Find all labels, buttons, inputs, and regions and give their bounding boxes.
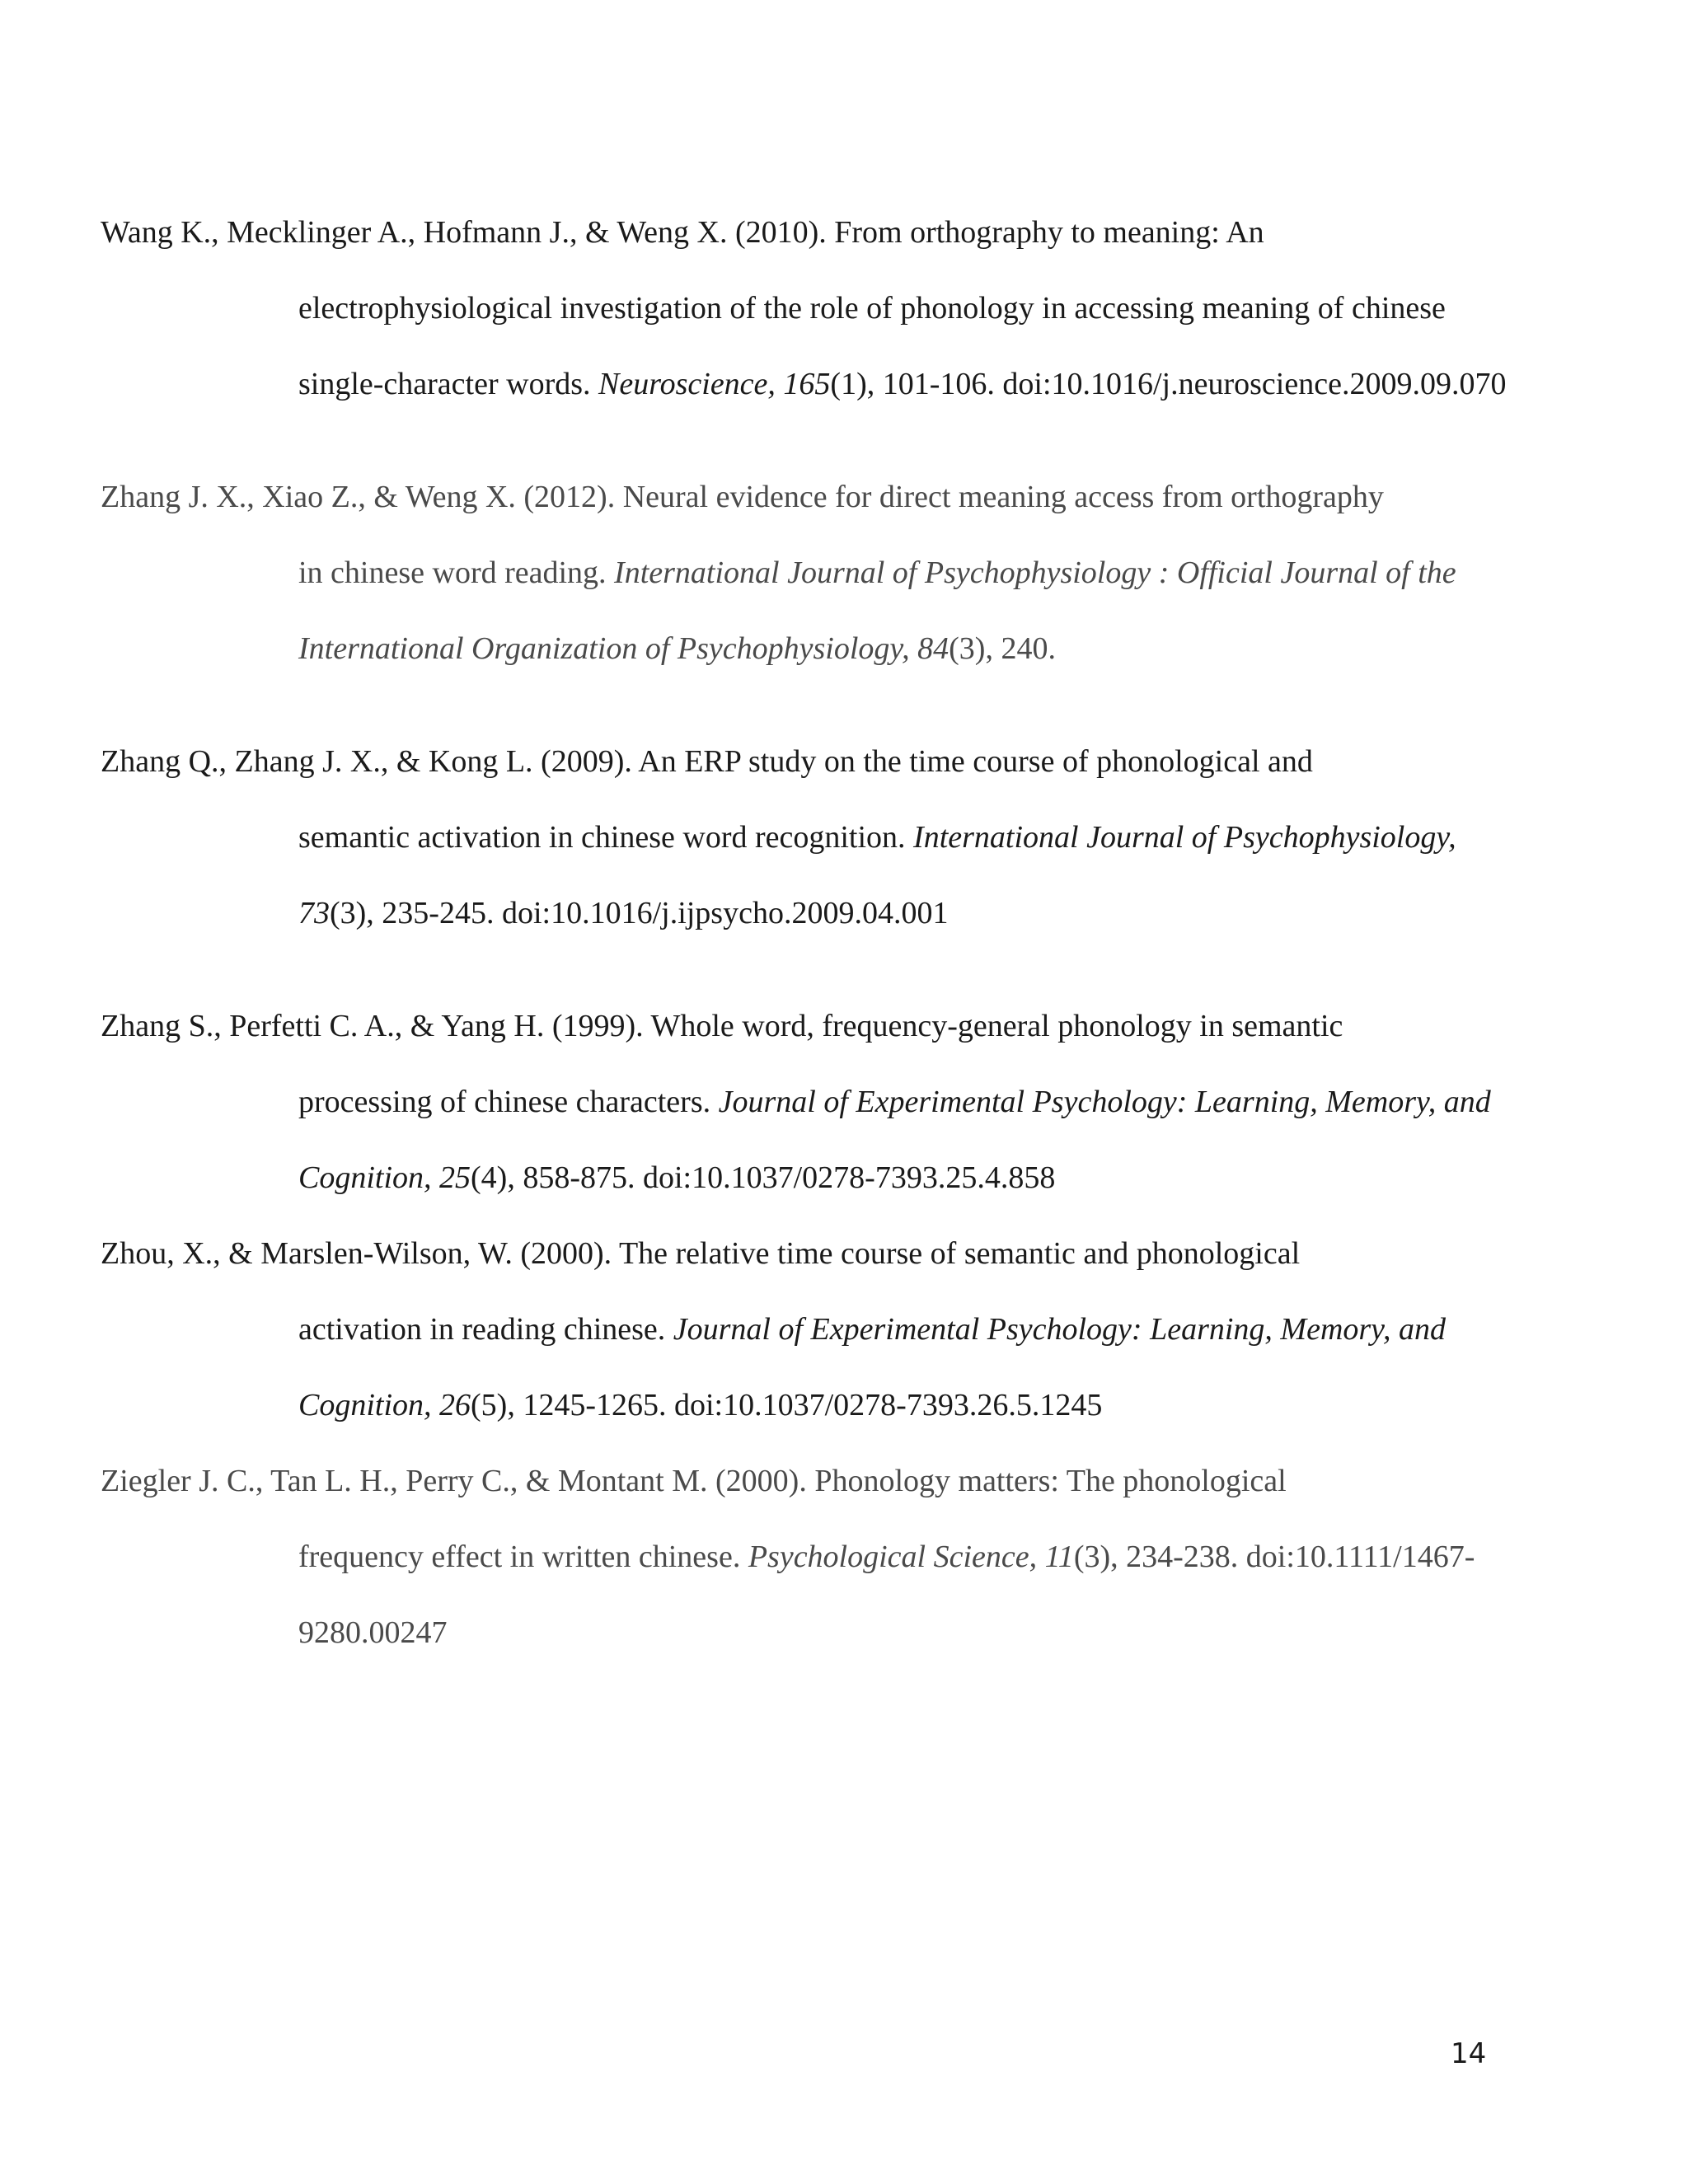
journal-title: International Journal of Psychophysiology : Official Journal of the — [614, 555, 1456, 590]
reference-line — [101, 988, 1502, 1064]
journal-title: Neuroscience, 165 — [598, 367, 831, 401]
reference-text: electrophysiological investigation of the role of phonology in accessing meaning of chinese — [298, 291, 1446, 326]
reference-entry — [101, 1216, 1502, 1443]
journal-title: Journal of Experimental Psychology: Learning, Memory, and — [718, 1085, 1491, 1119]
reference-text: Zhou, X., & Marslen-Wilson, W. (2000). The relative time course of semantic and phonological — [101, 1236, 1301, 1271]
reference-text: (5), 1245-1265. doi:10.1037/0278-7393.26.5.1245 — [471, 1388, 1103, 1422]
reference-line — [199, 1291, 1502, 1367]
reference-entry — [101, 194, 1507, 422]
reference-text: Zhang J. X., Xiao Z., & Weng X. (2012). Neural evidence for direct meaning access from orthography — [101, 480, 1384, 514]
reference-line — [101, 724, 1502, 799]
reference-line — [199, 799, 1502, 875]
reference-entry — [101, 459, 1502, 687]
reference-text: Zhang S., Perfetti C. A., & Yang H. (1999). Whole word, frequency-general phonology in semantic — [101, 1009, 1343, 1043]
reference-line — [101, 194, 1502, 270]
reference-line — [101, 1216, 1502, 1291]
reference-text: single-character words. — [298, 367, 599, 401]
reference-line — [199, 270, 1502, 346]
reference-text: 9280.00247 — [298, 1615, 448, 1650]
reference-text: Ziegler J. C., Tan L. H., Perry C., & Montant M. (2000). Phonology matters: The phonological — [101, 1464, 1287, 1498]
reference-line — [101, 1443, 1502, 1519]
reference-entry — [101, 724, 1502, 951]
reference-line — [199, 346, 1507, 422]
reference-text: (1), 101-106. doi:10.1016/j.neuroscience.2009.09.070 — [830, 367, 1507, 401]
reference-entry — [101, 1443, 1502, 1671]
reference-text: (3), 234-238. doi:10.1111/1467- — [1073, 1540, 1475, 1574]
reference-text: (4), 858-875. doi:10.1037/0278-7393.25.4.858 — [471, 1160, 1056, 1195]
journal-title: International Journal of Psychophysiology, — [913, 820, 1456, 855]
reference-line — [199, 1519, 1502, 1595]
reference-text: frequency effect in written chinese. — [298, 1540, 748, 1574]
journal-title: Psychological Science, 11 — [748, 1540, 1074, 1574]
reference-line — [199, 875, 1502, 951]
reference-text: Wang K., Mecklinger A., Hofmann J., & Weng X. (2010). From orthography to meaning: An — [101, 215, 1264, 250]
reference-text: activation in reading chinese. — [298, 1312, 673, 1347]
reference-text: (3), 235-245. doi:10.1016/j.ijpsycho.2009.04.001 — [330, 896, 949, 930]
journal-title: Cognition, 26 — [298, 1388, 471, 1422]
reference-line — [199, 611, 1502, 687]
reference-line — [199, 1595, 1502, 1671]
reference-text: (3), 240. — [949, 631, 1056, 666]
reference-text: in chinese word reading. — [298, 555, 615, 590]
reference-line — [199, 1367, 1502, 1443]
reference-line — [101, 459, 1502, 535]
reference-list — [101, 194, 1507, 1671]
journal-volume: 73 — [298, 896, 330, 930]
reference-line — [199, 1064, 1502, 1140]
journal-title: Cognition, 25 — [298, 1160, 471, 1195]
reference-text: Zhang Q., Zhang J. X., & Kong L. (2009). An ERP study on the time course of phonological and — [101, 744, 1313, 779]
reference-text: semantic activation in chinese word recognition. — [298, 820, 914, 855]
journal-title: Journal of Experimental Psychology: Learning, Memory, and — [673, 1312, 1446, 1347]
page-number: 14 — [1451, 2037, 1487, 2070]
reference-line — [199, 1140, 1502, 1216]
reference-text: processing of chinese characters. — [298, 1085, 719, 1119]
reference-entry — [101, 988, 1502, 1216]
journal-title: International Organization of Psychophysiology, 84 — [298, 631, 950, 666]
reference-line — [199, 535, 1502, 611]
